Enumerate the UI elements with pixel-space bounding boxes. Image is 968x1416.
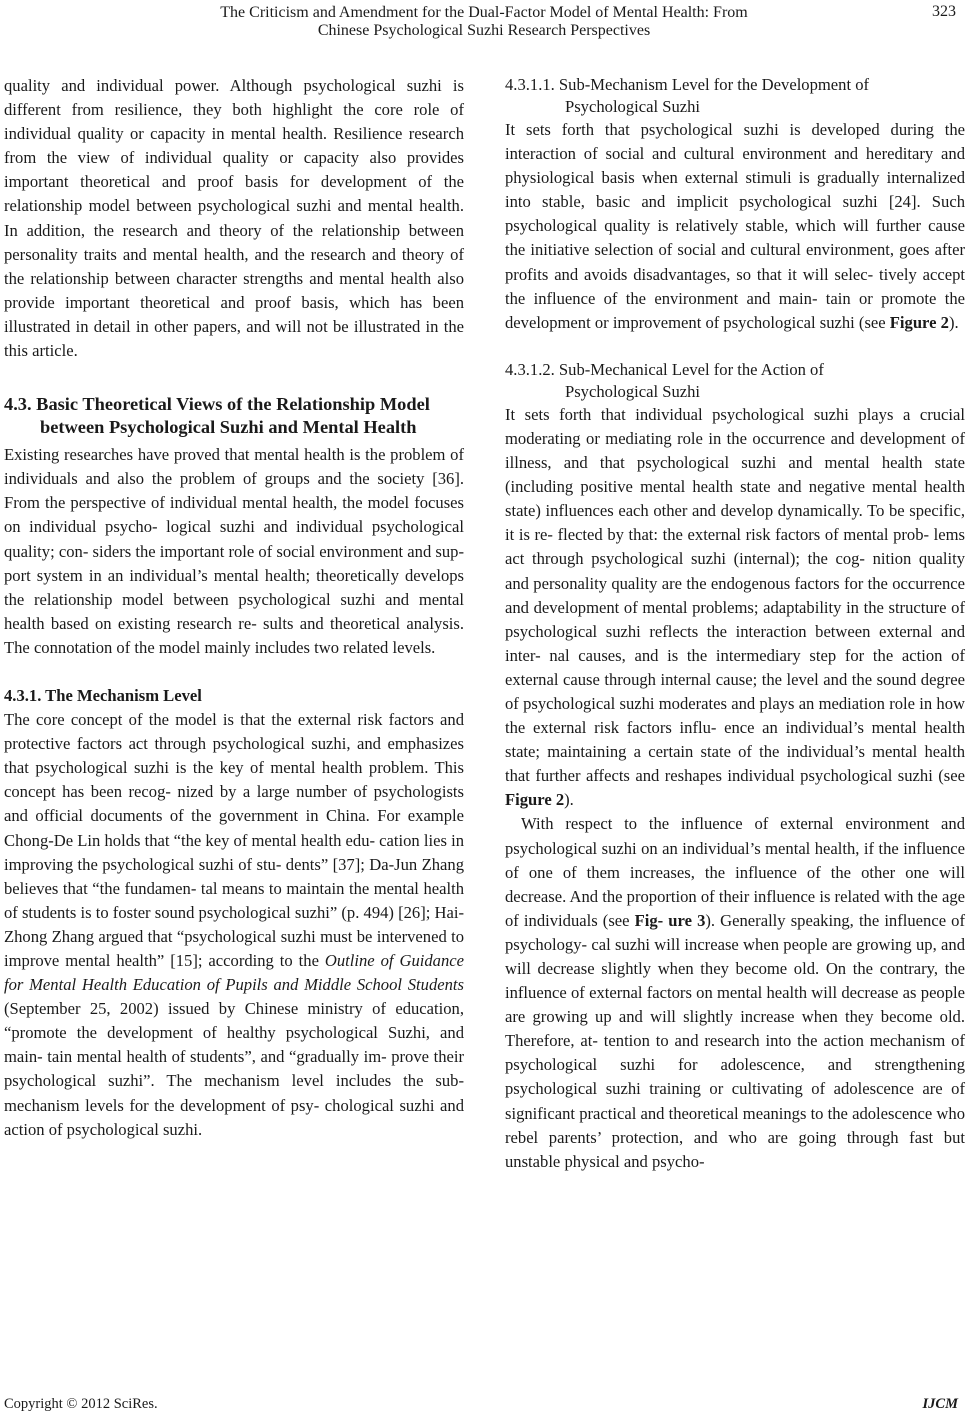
figure-2-reference: Figure 2 — [889, 312, 949, 332]
paragraph-action — [505, 403, 965, 813]
figure-3-reference: Fig- ure 3 — [634, 910, 706, 930]
environment-text-b: ). Generally speaking, the influence of psychology- cal suzhi will increase when people are growing up, and will decrease slightly when they become old. On the contrary, the influence of external factors on mental health will decrease as people are growing up and will slightly increase when they become old. Therefore, at- tention to and research into the action mechanism of psychological suzhi for adolescence, and strengthening psychological suzhi training or cultivating of adolescence are of significant practical and theoretical meanings to the adolescence who rebel parents’ protection, and who are going through fast but unstable physical and psycho- — [505, 910, 965, 1171]
paragraph-resilience: quality and individual power. Although psychological suzhi is different from resilience, they both highlight the core role of individual quality or capacity in mental health. Resilience research from the view of individual quality or capacity also provides important theoretical and proof basis for development of the relationship model between psychological suzhi and mental health. In addition, the research and theory of the relationship between personality traits and mental health, and the research and theory of the relationship between character strengths and mental health also provide important theoretical and proof basis, which has been illustrated in detail in other papers, and will not be illustrated in the this article. — [4, 76, 464, 361]
heading-4-3-1-1-line-2: Psychological Suzhi — [565, 97, 701, 116]
page-number: 323 — [932, 3, 956, 20]
paragraph-existing-researches: Existing researches have proved that mental health is the problem of individuals and also the problem of groups and the society [36]. From the perspective of individual mental health, the model focuses on individual psycho- logical suzhi and individual psychological quality; con- siders the important role of social environment and sup- port system in an individual’s mental health; theoretically develops the relationship model between psychological suzhi and mental health based on existing research re- sults and theoretical analysis. The connotation of the model mainly includes two related levels. — [4, 445, 464, 657]
page-header — [0, 0, 968, 42]
page-footer — [4, 1396, 962, 1416]
running-title — [200, 4, 768, 40]
action-text-a: It sets forth that individual psychological suzhi plays a crucial moderating or mediating role in the occurrence and development of illness, and that psychological suzhi and mental health state (including positive mental health state and negative mental health state) influences each other and develop dynamically. To be specific, it is re- flected by that: the external risk factors of mental prob- lems act through psychological suzhi (internal); the cog- nition quality and personality quality are the endogenous factors for the occurrence and development of mental problems; adaptability in the structure of psychological suzhi reflects the interaction between external and inter- nal causes, and is the intermediary step for the action of external cause through internal cause; the level and the sound degree of psychological suzhi moderates and plays an mediation role in how the external risk factors influ- ence an individual’s mental health state; maintaining a certain state of the individual’s mental health that further affects and reshapes individual psychological suzhi (see — [505, 404, 965, 786]
subsubsection-heading-4-3-1-1 — [505, 74, 965, 118]
development-text-b: ). — [948, 312, 959, 332]
section-heading-4-3: 4.3. Basic Theoretical Views of the Relationship Model between Psychological Suzhi and Mental Health — [4, 394, 430, 438]
core-concept-text-b: (September 25, 2002) issued by Chinese ministry of education, “promote the development of healthy psychological Suzhi, and main- tain mental health of students”, and “gradually im- prove their psychological suzhi”. The mechanism level includes the sub-mechanism levels for the development of psy- chological suzhi and action of psychological suzhi. — [4, 999, 464, 1139]
heading-4-3-1-2-line-2: Psychological Suzhi — [565, 381, 701, 401]
environment-text-a: With respect to the influence of external environment and psychological suzhi on an individual’s mental health, if the influence of one of them increases, the influence of the other one will decrease. And the proportion of their influence is related with the age of individuals (see — [505, 814, 965, 930]
running-title-line-2: Chinese Psychological Suzhi Research Perspectives — [317, 22, 651, 39]
heading-4-3-1-2-line-1: 4.3.1.2. Sub-Mechanical Level for the Action of — [505, 359, 824, 379]
figure-2-reference-action: Figure 2 — [505, 790, 565, 810]
left-column — [4, 74, 464, 1142]
paragraph-external-environment — [505, 812, 965, 1173]
running-title-line-1: The Criticism and Amendment for the Dual-Factor Model of Mental Health: From — [220, 4, 748, 21]
right-column — [505, 74, 965, 1174]
heading-4-3-1-1-line-1: 4.3.1.1. Sub-Mechanism Level for the Development of — [505, 75, 870, 94]
core-concept-text-a: The core concept of the model is that the external risk factors and protective factors act through psychological suzhi, and emphasizes that psychological suzhi is the key of mental health problem. This concept has been recog- nized by a large number of psychologists and official documents of the government in China. For example Chong-De Lin holds that “the key of mental health edu- cation lies in improving the psychological suzhi of stu- dents” [37]; Da-Jun Zhang believes that “the fundamen- tal means to maintain the mental health of students is to foster sound psychological suzhi” (p. 494) [26]; Hai- Zhong Zhang argued that “psychological suzhi must be intervened to improve mental health” [15]; according to the — [4, 710, 464, 970]
subsubsection-heading-4-3-1-2 — [505, 359, 965, 403]
paragraph-development — [505, 118, 965, 335]
outline-guidance-title: Outline of Guidance for Mental Health Education of Pupils and Middle School Students — [4, 951, 464, 995]
journal-abbreviation: IJCM — [922, 1396, 958, 1412]
copyright-notice: Copyright © 2012 SciRes. — [4, 1396, 158, 1412]
action-text-b: ). — [564, 790, 574, 810]
paragraph-core-concept — [4, 708, 464, 1142]
development-text-a: It sets forth that psychological suzhi is developed during the interaction of social and cultural environment and hereditary and physiological basis when external stimuli is gradually internalized into stable, basic and implicit psychological suzhi [24]. Such psychological quality is relatively stable, which will further cause the initiative selection of social and cultural environment, goes after profits and avoids disadvantages, so that it will selec- tively accept the influence of the environment and main- tain or promote the development or improvement of psychological suzhi (see — [505, 120, 965, 332]
subsection-heading-4-3-1: 4.3.1. The Mechanism Level — [4, 685, 202, 705]
